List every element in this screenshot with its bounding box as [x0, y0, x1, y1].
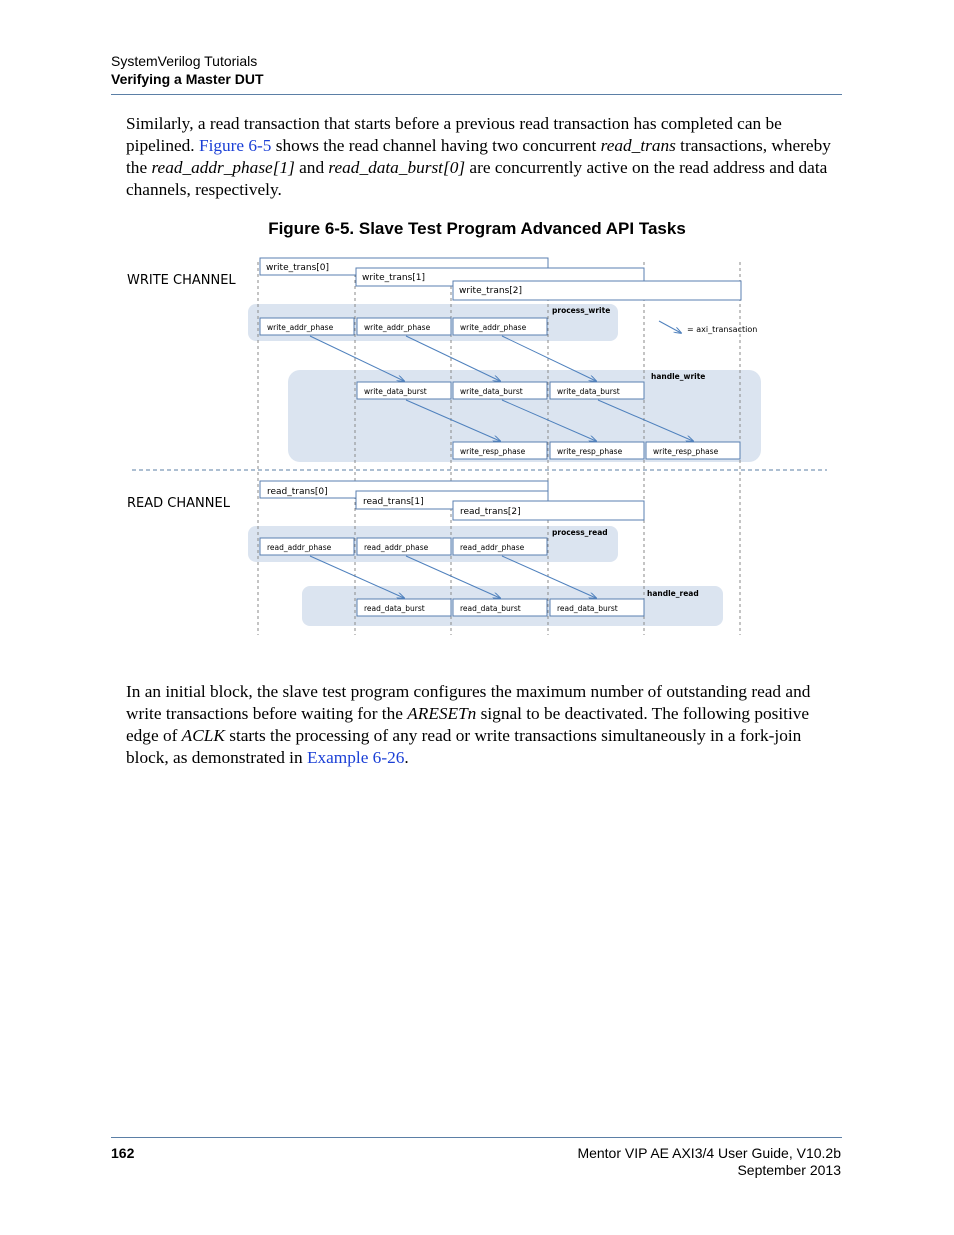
- text: starts the processing of any read or write transactions simultaneously in a fork-join block, as demonstrated in: [126, 726, 802, 767]
- legend-label: = axi_transaction: [687, 325, 758, 334]
- body-paragraph-2: [126, 681, 842, 769]
- text: and: [294, 158, 329, 177]
- page-number: 162: [111, 1145, 135, 1161]
- italic-term: read_trans: [600, 136, 676, 155]
- text: .: [404, 748, 409, 767]
- header-section: SystemVerilog Tutorials: [111, 53, 258, 69]
- legend-arrow-icon: [659, 321, 681, 333]
- write-addr-phase-label: write_addr_phase: [460, 323, 527, 332]
- handle-write-label: handle_write: [651, 372, 706, 381]
- write-trans-label: write_trans[2]: [459, 286, 523, 296]
- figure-caption: Figure 6-5. Slave Test Program Advanced API Tasks: [268, 219, 686, 238]
- read-trans-label: read_trans[2]: [460, 507, 521, 517]
- text: In an initial block, the slave test program configures the maximum number of outstanding read and write transactions before waiting for the: [126, 682, 811, 723]
- write-resp-phase-label: write_resp_phase: [460, 447, 526, 456]
- write-data-burst-label: write_data_burst: [364, 387, 427, 396]
- write-trans-label: write_trans[1]: [362, 273, 426, 283]
- write-addr-phase-label: write_addr_phase: [267, 323, 334, 332]
- write-data-burst-label: write_data_burst: [460, 387, 523, 396]
- read-addr-phase-label: read_addr_phase: [460, 543, 525, 552]
- figure-link[interactable]: Figure 6-5: [198, 136, 272, 155]
- read-channel-label: READ CHANNEL: [127, 496, 230, 511]
- write-data-burst-label: write_data_burst: [557, 387, 620, 396]
- read-data-burst-label: read_data_burst: [460, 604, 521, 613]
- write-resp-phase-label: write_resp_phase: [653, 447, 719, 456]
- process-read-label: process_read: [552, 528, 608, 537]
- handle-read-label: handle_read: [647, 589, 699, 598]
- footer-title: Mentor VIP AE AXI3/4 User Guide, V10.2b: [577, 1145, 841, 1161]
- write-channel-label: WRITE CHANNEL: [127, 273, 236, 288]
- footer-date: September 2013: [737, 1162, 841, 1178]
- process-write-label: process_write: [552, 306, 611, 315]
- write-trans-label: write_trans[0]: [266, 263, 330, 273]
- example-link[interactable]: Example 6-26: [306, 748, 405, 767]
- italic-term: ARESETn: [407, 704, 477, 723]
- text: are concurrently active on the read address and data channels, respectively.: [126, 158, 828, 199]
- read-addr-phase-label: read_addr_phase: [267, 543, 332, 552]
- text: shows the read channel having two concurrent: [271, 136, 601, 155]
- footer-rule: [111, 1137, 842, 1138]
- read-trans-label: read_trans[1]: [363, 497, 424, 507]
- text: transactions, whereby the: [126, 136, 831, 177]
- read-data-burst-label: read_data_burst: [557, 604, 618, 613]
- read-trans-label: read_trans[0]: [267, 487, 328, 497]
- italic-term: read_data_burst[0]: [328, 158, 466, 177]
- read-data-burst-label: read_data_burst: [364, 604, 425, 613]
- header-subsection: Verifying a Master DUT: [111, 71, 264, 87]
- write-addr-phase-label: write_addr_phase: [364, 323, 431, 332]
- footer-info: [577, 1145, 841, 1179]
- read-addr-phase-label: read_addr_phase: [364, 543, 429, 552]
- text: signal to be deactivated. The following positive edge of: [126, 704, 810, 745]
- italic-term: ACLK: [181, 726, 225, 745]
- write-resp-phase-label: write_resp_phase: [557, 447, 623, 456]
- text: Similarly, a read transaction that starts before a previous read transaction has completed can be pipelined.: [126, 114, 782, 155]
- italic-term: read_addr_phase[1]: [151, 158, 295, 177]
